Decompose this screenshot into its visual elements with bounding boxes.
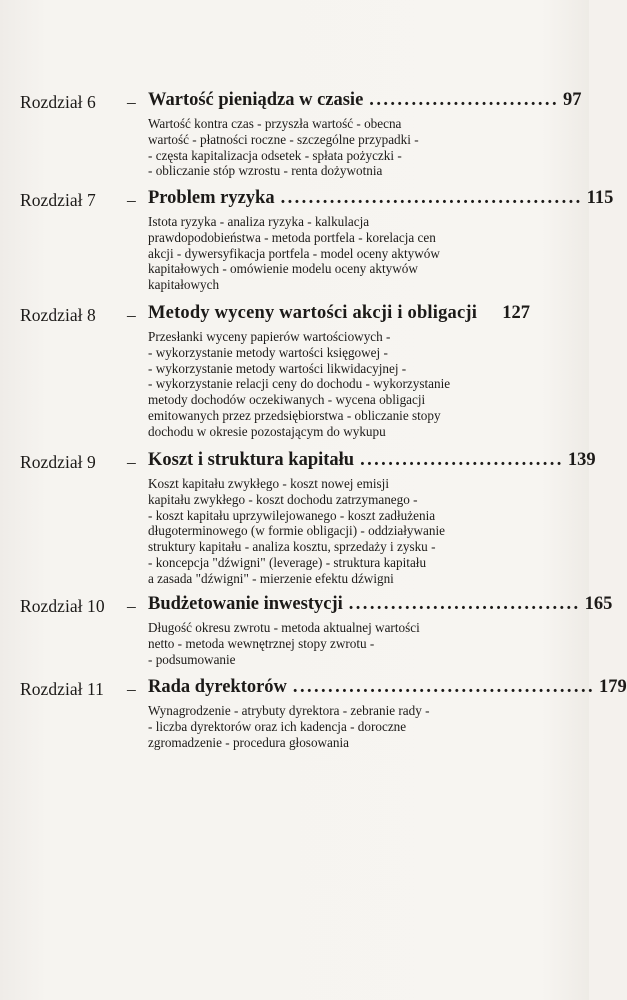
page-number: 127 <box>502 303 530 323</box>
page-number: 179 <box>599 677 627 697</box>
separator-dash: – <box>127 452 136 472</box>
page-number: 97 <box>562 90 582 110</box>
toc-entry-heading <box>20 594 613 618</box>
dot-leader: ........................... <box>369 90 559 110</box>
chapter-title: Koszt i struktura kapitału <box>148 450 355 470</box>
toc-entry-heading <box>20 188 614 212</box>
toc-entry-heading <box>20 450 596 474</box>
chapter-label: Rozdział 7 <box>20 190 96 210</box>
chapter-label: Rozdział 8 <box>20 305 96 325</box>
chapter-title: Problem ryzyka <box>148 188 275 208</box>
separator-dash: – <box>127 305 136 325</box>
chapter-title-line <box>148 303 530 324</box>
page-number: 165 <box>584 594 613 614</box>
separator-dash: – <box>127 596 136 616</box>
toc-entry-chapter-7 <box>20 188 614 293</box>
toc-entry-heading <box>20 90 582 114</box>
description-line: kapitałowych - omówienie modelu oceny aktywów <box>148 261 418 277</box>
chapter-description <box>148 620 508 667</box>
chapter-label: Rozdział 6 <box>20 92 96 112</box>
description-line: - częsta kapitalizacja odsetek - spłata pożyczki - <box>148 147 402 163</box>
toc-entry-chapter-9 <box>20 450 596 587</box>
toc-entry-heading <box>20 303 530 327</box>
toc-entry-heading <box>20 677 627 701</box>
description-line: kapitałowych <box>148 277 220 293</box>
chapter-title: Metody wyceny wartości akcji i obligacji <box>148 303 478 323</box>
toc-entry-chapter-10 <box>20 594 613 667</box>
description-line: akcji - dywersyfikacja portfela - model oceny aktywów <box>148 245 440 261</box>
chapter-description <box>148 214 508 293</box>
chapter-title: Wartość pieniądza w czasie <box>148 90 364 110</box>
description-line: wartość - płatności roczne - szczególne przypadki - <box>148 131 419 147</box>
chapter-label: Rozdział 10 <box>20 596 105 616</box>
dot-leader: ................................. <box>348 594 581 614</box>
chapter-description <box>148 476 508 587</box>
dot-leader: ............................. <box>360 450 564 470</box>
chapter-title-line <box>148 594 613 615</box>
chapter-title-line <box>148 188 614 209</box>
description-line: - wykorzystanie metody wartości księgowej - <box>148 344 388 360</box>
description-line: zgromadzenie - procedura głosowania <box>148 734 350 750</box>
toc-entry-chapter-8 <box>20 303 530 440</box>
chapter-title: Rada dyrektorów <box>148 677 287 697</box>
description-line: netto - metoda wewnętrznej stopy zwrotu - <box>148 635 375 651</box>
toc-entry-chapter-6 <box>20 90 582 179</box>
separator-dash: – <box>127 92 136 112</box>
chapter-title: Budżetowanie inwestycji <box>148 594 343 614</box>
toc-entry-chapter-11 <box>20 677 627 750</box>
description-line: Istota ryzyka - analiza ryzyka - kalkulacja <box>148 214 370 229</box>
chapter-description <box>148 329 508 440</box>
dot-leader: ........................................... <box>280 188 583 208</box>
description-line: - wykorzystanie metody wartości likwidacyjnej - <box>148 360 407 376</box>
description-line: struktury kapitału - analiza kosztu, sprzedaży i zysku - <box>148 539 436 555</box>
description-line: - liczba dyrektorów oraz ich kadencja - doroczne <box>148 718 407 734</box>
description-line: Wynagrodzenie - atrybuty dyrektora - zebranie rady - <box>148 703 430 718</box>
chapter-label: Rozdział 9 <box>20 452 96 472</box>
description-line: Wartość kontra czas - przyszła wartość - obecna <box>148 116 402 131</box>
description-line: Przesłanki wyceny papierów wartościowych - <box>148 329 391 344</box>
description-line: - wykorzystanie relacji ceny do dochodu - wykorzystanie <box>148 376 451 392</box>
description-line: - obliczanie stóp wzrostu - renta dożywotnia <box>148 163 383 179</box>
chapter-title-line <box>148 450 596 471</box>
description-line: - koszt kapitału uprzywilejowanego - koszt zadłużenia <box>148 507 436 523</box>
chapter-label: Rozdział 11 <box>20 679 104 699</box>
description-line: a zasada "dźwigni" - mierzenie efektu dźwigni <box>148 570 394 586</box>
dot-leader: ........................................... <box>292 677 595 697</box>
separator-dash: – <box>127 190 136 210</box>
description-line: metody dochodów oczekiwanych - wycena obligacji <box>148 392 426 408</box>
description-line: Długość okresu zwrotu - metoda aktualnej wartości <box>148 620 420 635</box>
page-number: 139 <box>567 450 596 470</box>
description-line: - koncepcja "dźwigni" (leverage) - struktura kapitału <box>148 554 427 570</box>
description-line: Koszt kapitału zwykłego - koszt nowej emisji <box>148 476 389 491</box>
description-line: prawdopodobieństwa - metoda portfela - korelacja cen <box>148 229 436 245</box>
chapter-description <box>148 703 508 750</box>
description-line: kapitału zwykłego - koszt dochodu zatrzymanego - <box>148 491 418 507</box>
description-line: dochodu w okresie pozostającym do wykupu <box>148 423 386 439</box>
page-number: 115 <box>586 188 614 208</box>
description-line: długoterminowego (w formie obligacji) - oddziaływanie <box>148 523 445 539</box>
description-line: - podsumowanie <box>148 651 236 667</box>
chapter-description <box>148 116 508 179</box>
description-line: emitowanych przez przedsiębiorstwa - obliczanie stopy <box>148 407 441 423</box>
chapter-title-line <box>148 90 582 111</box>
chapter-title-line <box>148 677 627 698</box>
separator-dash: – <box>127 679 136 699</box>
